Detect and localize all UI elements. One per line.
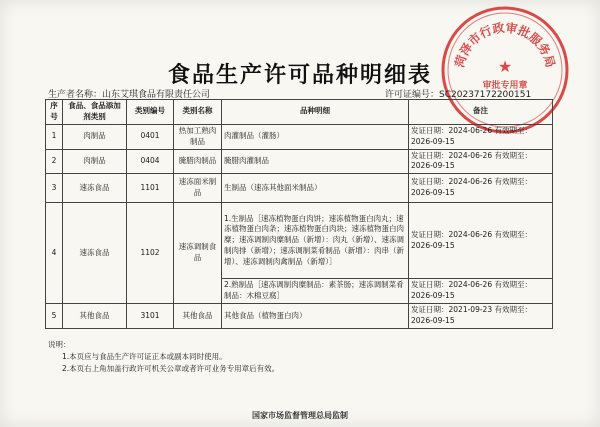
- row-detail: 生制品（速冻其他面米制品）: [222, 174, 409, 203]
- notes-line-2: 2.本页右上角加盖行政许可机关公章或者许可业务专用章后有效。: [62, 364, 280, 373]
- row-code: 0401: [127, 124, 174, 149]
- document-title: 食品生产许可品种明细表: [167, 62, 432, 88]
- svg-text:菏泽市行政审批服务局: 菏泽市行政审批服务局: [452, 20, 558, 69]
- table-row: [46, 124, 553, 149]
- producer-name: 山东艾琪食品有限责任公司: [102, 90, 211, 100]
- row-name: 速冻面米制品: [174, 174, 222, 203]
- svg-text:审批专用章: 审批专用章: [482, 81, 528, 91]
- header-code: 类别编号: [127, 100, 174, 125]
- row-code: 0404: [127, 149, 174, 174]
- row-remark: 发证日期：2024-06-26 有效期至：2026-09-15: [409, 279, 553, 304]
- row-code: 1102: [127, 203, 174, 304]
- row-name: 热加工熟肉制品: [174, 124, 222, 149]
- notes-section: [48, 339, 279, 375]
- notes-line-1: 1.本页应与食品生产许可证正本或副本同时使用。: [62, 352, 227, 361]
- row-remark: 发证日期：2024-06-26 有效期至：2026-09-15: [409, 124, 553, 149]
- table-row: [46, 174, 553, 203]
- header-name: 类别名称: [174, 100, 222, 125]
- header-detail: 品种明细: [222, 100, 409, 125]
- row-no: 1: [46, 124, 63, 149]
- row-no: 3: [46, 174, 63, 203]
- row-detail: 腌腊肉灌制品: [222, 149, 409, 174]
- row-category: 其他食品: [63, 304, 127, 329]
- row-no: 5: [46, 304, 63, 329]
- row-category: 肉制品: [63, 124, 127, 149]
- row-no: 4: [46, 203, 63, 304]
- variety-detail-table: [45, 99, 553, 329]
- row-detail: 1.生制品［速冻植物蛋白肉饼；速冻植物蛋白肉丸；速冻植物蛋白肉条；速冻植物蛋白肉块；速冻植物蛋白肉糜；速冻调制肉糜制品（新增）：肉丸（新增）、速冻调制肉排（新增）；速冻调制菜肴制品（新增）：肉串（新增）、速冻调制肉禽制品（新增）］: [222, 203, 409, 279]
- row-no: 2: [46, 149, 63, 174]
- table-row: [46, 149, 553, 174]
- license-number: SC20237172200151: [439, 90, 532, 100]
- svg-text:★: ★: [497, 57, 513, 76]
- header-no: 序号: [46, 100, 63, 125]
- header-category: 食品、食品添加剂类别: [63, 100, 127, 125]
- issuer-footer: 国家市场监督管理总局监制: [252, 410, 348, 420]
- row-detail: 其他食品（植物蛋白肉）: [222, 304, 409, 329]
- table-header-row: [46, 100, 553, 125]
- row-code: 3101: [127, 304, 174, 329]
- row-category: 速冻食品: [63, 203, 127, 304]
- license-label: 许可证编号：: [385, 90, 440, 100]
- row-remark: 发证日期：2024-06-26 有效期至：2026-09-15: [409, 149, 553, 174]
- table-row: [46, 304, 553, 329]
- header-remark: 备注: [409, 100, 553, 125]
- notes-title: 说明：: [48, 340, 71, 349]
- producer-label: 生产者名称：: [48, 90, 103, 100]
- row-remark: 发证日期：2021-09-23 有效期至：2026-09-15: [409, 304, 553, 329]
- row-category: 速冻食品: [63, 174, 127, 203]
- row-remark: 发证日期：2024-06-26 有效期至：2026-09-15: [409, 174, 553, 203]
- row-name: 腌腊肉制品: [174, 149, 222, 174]
- row-code: 1101: [127, 174, 174, 203]
- row-name: 其他食品: [174, 304, 222, 329]
- row-detail: 肉灌制品（灌肠）: [222, 124, 409, 149]
- row-detail: 2.熟制品［速冻调制肉糜制品：素茶肠；速冻调制菜肴制品：木棉豆腐］: [222, 279, 409, 304]
- table-row: [46, 203, 553, 279]
- row-remark: 发证日期：2024-06-26 有效期至：2026-09-15: [409, 203, 553, 279]
- row-name: 速冻调制食品: [174, 203, 222, 304]
- row-category: 肉制品: [63, 149, 127, 174]
